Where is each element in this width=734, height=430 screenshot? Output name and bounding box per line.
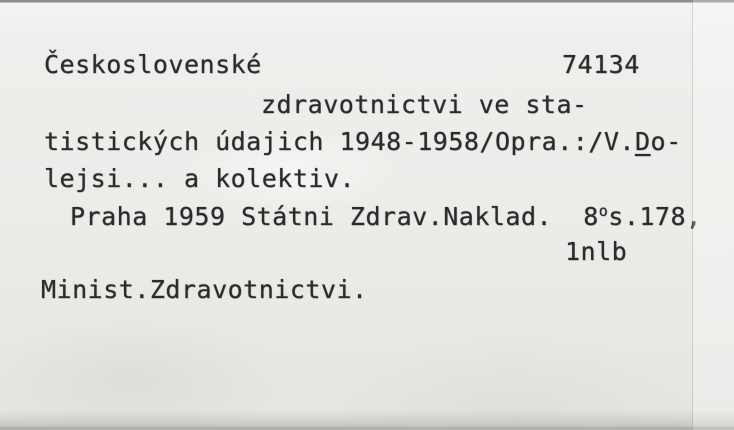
imprint-line [70,204,702,229]
card-accession-number: 74134 [562,50,640,79]
imprint-post: s.178, [608,202,702,231]
card-right-strip [693,0,734,430]
collation-note: 1nlb [565,237,628,266]
title-line-3 [44,129,682,154]
card-heading: Československé [44,50,262,79]
title-line-2: zdravotnictvi ve sta- [261,90,588,119]
underlined-letter: D [634,127,651,156]
imprint-pre: Praha 1959 Státni Zdrav.Naklad. 8 [70,202,599,231]
tracing-line: Minist.Zdravotnictvi. [41,275,368,304]
superscript-o: o [598,202,609,220]
title-line-4: lejsi... a kolektiv. [44,164,356,193]
title-line-3-post: o- [650,127,682,156]
title-line-3-pre: tistických údajich 1948-1958/Opra.:/V. [44,127,635,156]
card-seam-line [692,0,693,430]
